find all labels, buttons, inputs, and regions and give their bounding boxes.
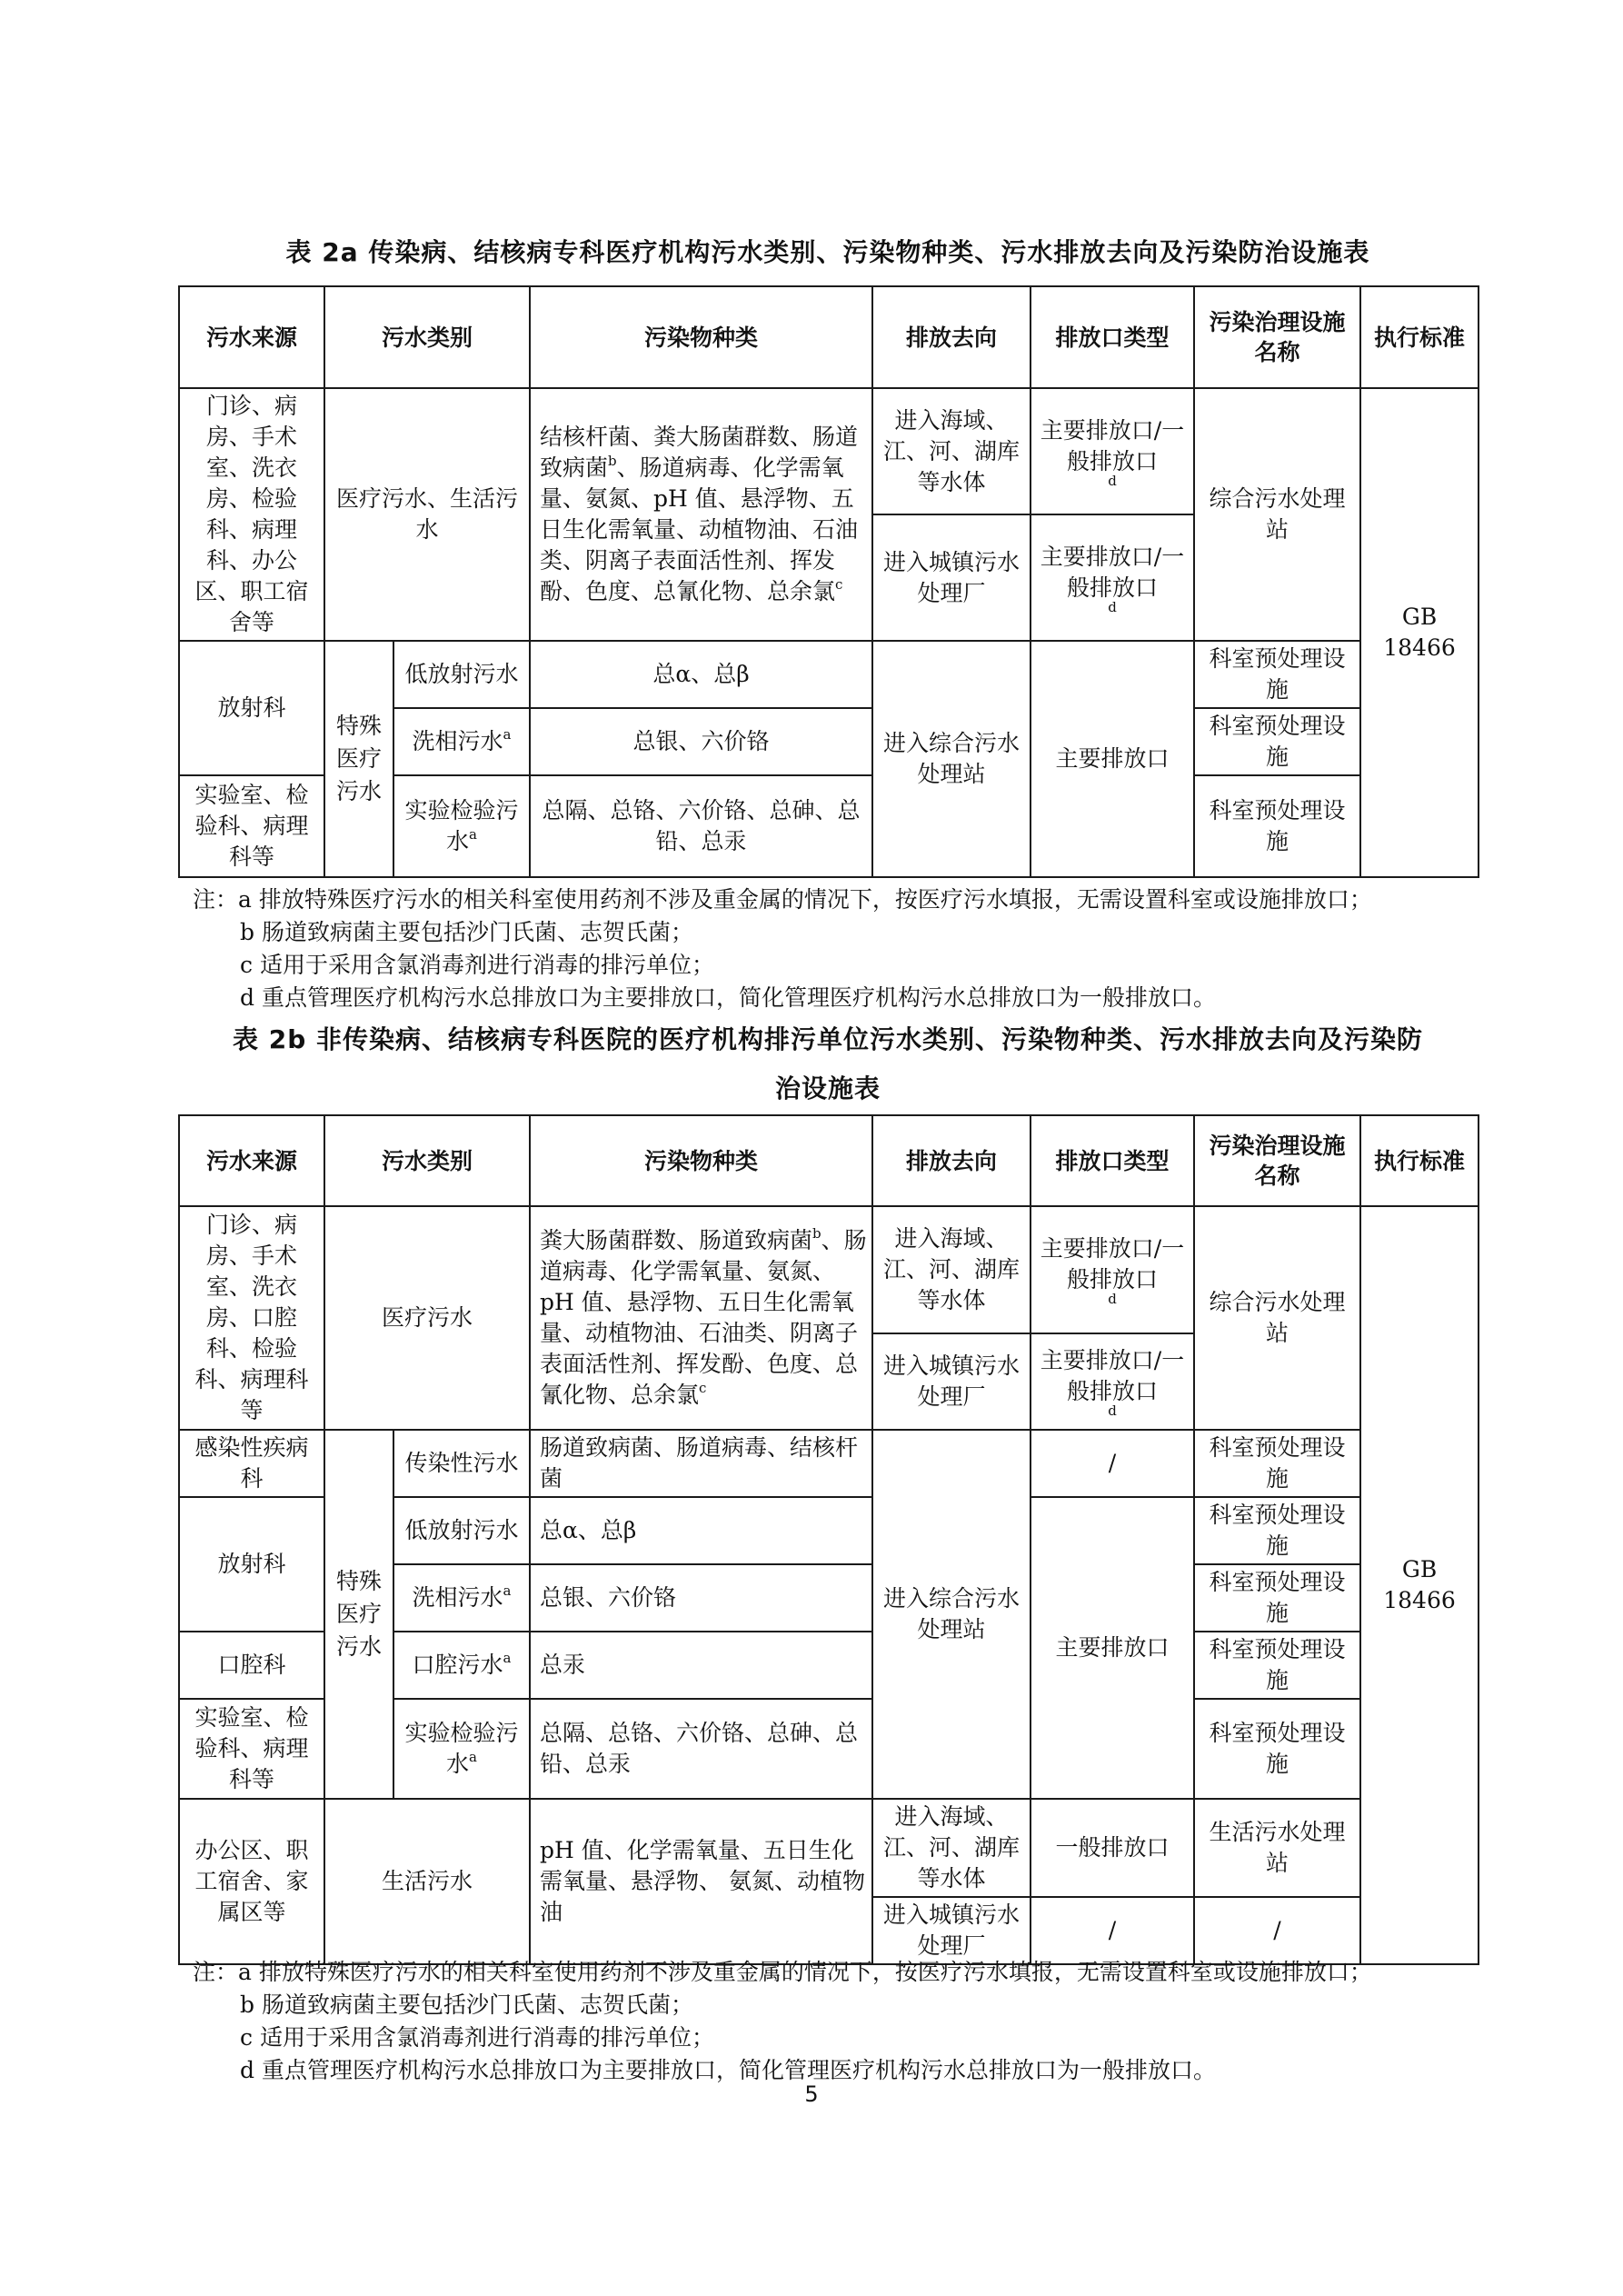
note-b: b 肠道致病菌主要包括沙门氏菌、志贺氏菌； — [240, 1992, 693, 2018]
header-destination: 排放去向 — [872, 1115, 1031, 1206]
special-medical-label: 特殊医疗污水 — [324, 641, 393, 877]
facility-cell: 科室预处理设施 — [1194, 1564, 1360, 1632]
outlet-type-cell: 主要排放口/一般排放口 d — [1031, 1206, 1194, 1333]
pollutants-cell: 粪大肠菌群数、肠道致病菌$^b$、肠道病毒、化学需氧量、氨氮、pH 值、悬浮物、五日生化需氧量、动植物油、石油类、阴离子表面活性剂、挥发酚、色度、总氰化物、总余氯$^c$ — [530, 1206, 872, 1430]
source-cell: 口腔科 — [179, 1632, 324, 1699]
note-d: d 重点管理医疗机构污水总排放口为主要排放口，简化管理医疗机构污水总排放口为一般排放口。 — [240, 2057, 1216, 2083]
facility-cell: 综合污水处理站 — [1194, 388, 1360, 641]
special-medical-label: 特殊医疗污水 — [324, 1430, 393, 1799]
outlet-type-cell: 主要排放口 — [1031, 1497, 1194, 1799]
header-facility: 污染治理设施名称 — [1194, 1115, 1360, 1206]
pollutants-cell: 总银、六价铬 — [530, 1564, 872, 1632]
category-cell: 传染性污水 — [393, 1430, 530, 1497]
facility-cell: 科室预处理设施 — [1194, 1497, 1360, 1564]
standard-cell: GB 18466 — [1360, 388, 1479, 877]
page-number: 5 — [804, 2081, 819, 2107]
source-cell: 办公区、职工宿舍、家属区等 — [179, 1799, 324, 1964]
header-source: 污水来源 — [179, 1115, 324, 1206]
facility-cell: 科室预处理设施 — [1194, 1699, 1360, 1799]
pollutants-cell: 总银、六价铬 — [530, 708, 872, 775]
facility-cell: 科室预处理设施 — [1194, 641, 1360, 708]
category-cell: 实验检验污水$^a$ — [393, 775, 530, 877]
outlet-type-cell: 主要排放口 — [1031, 641, 1194, 877]
source-cell: 门诊、病房、手术室、洗衣房、口腔科、检验科、病理科等 — [179, 1206, 324, 1430]
facility-cell: 科室预处理设施 — [1194, 708, 1360, 775]
category-cell: 医疗污水、生活污水 — [324, 388, 530, 641]
note-c: c 适用于采用含氯消毒剂进行消毒的排污单位； — [240, 952, 714, 978]
note-c: c 适用于采用含氯消毒剂进行消毒的排污单位； — [240, 2024, 714, 2051]
category-cell: 洗相污水$^a$ — [393, 708, 530, 775]
outlet-type-cell: 一般排放口 — [1031, 1799, 1194, 1897]
facility-cell: 科室预处理设施 — [1194, 775, 1360, 877]
category-cell: 口腔污水$^a$ — [393, 1632, 530, 1699]
header-outlet-type: 排放口类型 — [1031, 1115, 1194, 1206]
category-cell: 洗相污水$^a$ — [393, 1564, 530, 1632]
outlet-type-cell: 主要排放口/一般排放口 d — [1031, 514, 1194, 641]
pollutants-cell: 总α、总β — [530, 1497, 872, 1564]
header-outlet-type: 排放口类型 — [1031, 286, 1194, 388]
header-standard: 执行标准 — [1360, 1115, 1479, 1206]
header-pollutants: 污染物种类 — [530, 1115, 872, 1206]
category-cell: 实验检验污水$^a$ — [393, 1699, 530, 1799]
destination-cell: 进入海域、江、河、湖库等水体 — [872, 1206, 1031, 1333]
facility-cell: 生活污水处理站 — [1194, 1799, 1360, 1897]
table-2b-caption: 表 2b 非传染病、结核病专科医院的医疗机构排污单位污水类别、污染物种类、污水排放去向及污染防 治设施表 — [232, 1024, 1424, 1103]
destination-cell: 进入综合污水处理站 — [872, 1430, 1031, 1799]
header-category: 污水类别 — [324, 1115, 530, 1206]
header-standard: 执行标准 — [1360, 286, 1479, 388]
destination-cell: 进入城镇污水处理厂 — [872, 1897, 1031, 1964]
category-cell: 医疗污水 — [324, 1206, 530, 1430]
note-a: 注：a 排放特殊医疗污水的相关科室使用药剂不涉及重金属的情况下，按医疗污水填报，无需设置科室或设施排放口； — [193, 886, 1372, 913]
outlet-type-cell: 主要排放口/一般排放口 d — [1031, 1333, 1194, 1430]
outlet-type-cell: / — [1031, 1897, 1194, 1964]
pollutants-cell: 总隔、总铬、六价铬、总砷、总铅、总汞 — [530, 775, 872, 877]
table-2a-notes — [193, 883, 1483, 1014]
facility-cell: 科室预处理设施 — [1194, 1632, 1360, 1699]
destination-cell: 进入海域、江、河、湖库等水体 — [872, 388, 1031, 514]
facility-cell: 科室预处理设施 — [1194, 1430, 1360, 1497]
note-b: b 肠道致病菌主要包括沙门氏菌、志贺氏菌； — [240, 919, 693, 945]
source-cell: 感染性疾病科 — [179, 1430, 324, 1497]
outlet-type-cell: / — [1031, 1430, 1194, 1497]
category-cell: 低放射污水 — [393, 641, 530, 708]
note-d: d 重点管理医疗机构污水总排放口为主要排放口，简化管理医疗机构污水总排放口为一般排放口。 — [240, 984, 1216, 1011]
source-cell: 实验室、检验科、病理科等 — [179, 1699, 324, 1799]
header-facility: 污染治理设施名称 — [1194, 286, 1360, 388]
category-cell: 低放射污水 — [393, 1497, 530, 1564]
table-2b-notes — [193, 1956, 1483, 2087]
table-2a — [178, 285, 1479, 878]
header-pollutants: 污染物种类 — [530, 286, 872, 388]
note-a: 注：a 排放特殊医疗污水的相关科室使用药剂不涉及重金属的情况下，按医疗污水填报，无需设置科室或设施排放口； — [193, 1959, 1372, 1985]
pollutants-cell: 肠道致病菌、肠道病毒、结核杆菌 — [530, 1430, 872, 1497]
header-destination: 排放去向 — [872, 286, 1031, 388]
pollutants-cell: 结核杆菌、粪大肠菌群数、肠道致病菌$^b$、肠道病毒、化学需氧量、氨氮、pH 值、悬浮物、五日生化需氧量、动植物油、石油类、阴离子表面活性剂、挥发酚、色度、总氰化物、总余氯$^c$ — [530, 388, 872, 641]
pollutants-cell: 总汞 — [530, 1632, 872, 1699]
table-2b — [178, 1114, 1479, 1965]
pollutants-cell: pH 值、化学需氧量、五日生化需氧量、悬浮物、 氨氮、动植物油 — [530, 1799, 872, 1964]
source-cell: 门诊、病房、手术室、洗衣房、检验科、病理科、办公区、职工宿舍等 — [179, 388, 324, 641]
destination-cell: 进入海域、江、河、湖库等水体 — [872, 1799, 1031, 1897]
source-cell: 放射科 — [179, 641, 324, 775]
destination-cell: 进入城镇污水处理厂 — [872, 1333, 1031, 1430]
source-cell: 放射科 — [179, 1497, 324, 1632]
pollutants-cell: 总隔、总铬、六价铬、总砷、总铅、总汞 — [530, 1699, 872, 1799]
source-cell: 实验室、检验科、病理科等 — [179, 775, 324, 877]
pollutants-cell: 总α、总β — [530, 641, 872, 708]
outlet-type-cell: 主要排放口/一般排放口 d — [1031, 388, 1194, 514]
facility-cell: / — [1194, 1897, 1360, 1964]
standard-cell: GB 18466 — [1360, 1206, 1479, 1964]
destination-cell: 进入综合污水处理站 — [872, 641, 1031, 877]
header-source: 污水来源 — [179, 286, 324, 388]
table-2a-caption: 表 2a 传染病、结核病专科医疗机构污水类别、污染物种类、污水排放去向及污染防治设施表 — [285, 237, 1370, 267]
header-category: 污水类别 — [324, 286, 530, 388]
destination-cell: 进入城镇污水处理厂 — [872, 514, 1031, 641]
facility-cell: 综合污水处理站 — [1194, 1206, 1360, 1430]
category-cell: 生活污水 — [324, 1799, 530, 1964]
